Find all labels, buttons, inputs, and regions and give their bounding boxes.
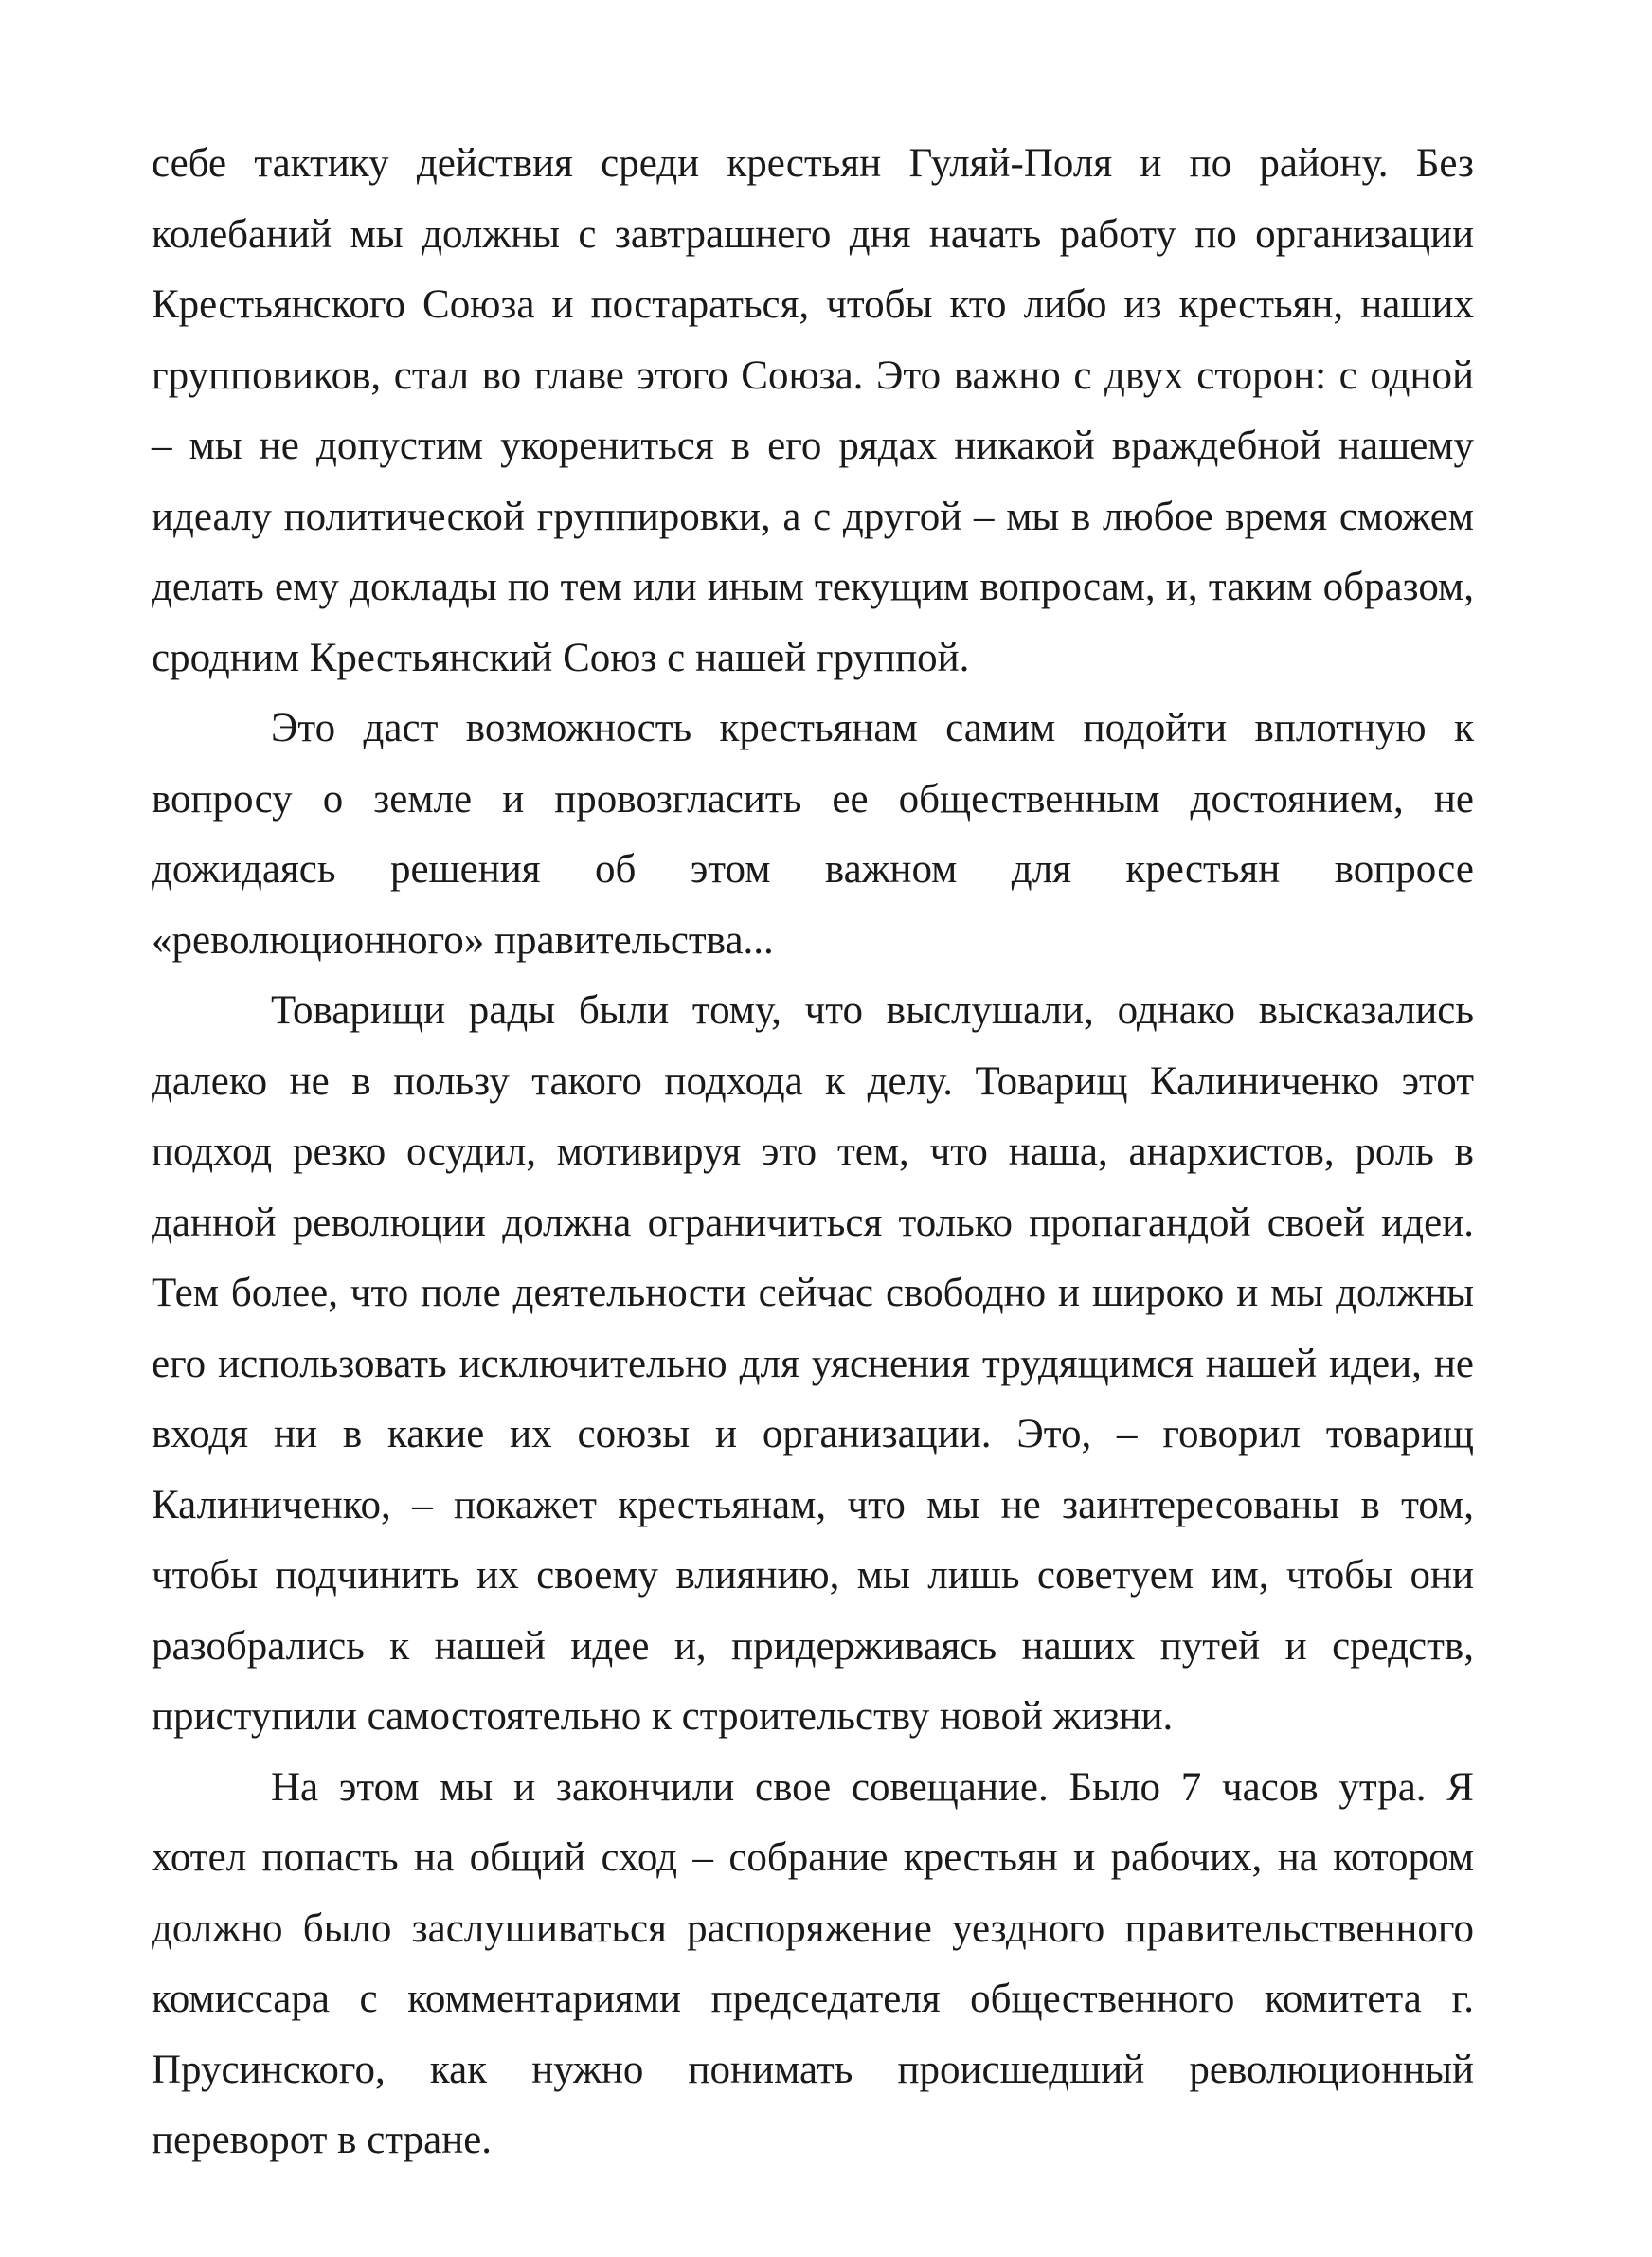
text-line: дожидаясь решения об этом важном для крестьян вопросе — [152, 847, 1474, 892]
text-line: данной революции должна ограничиться только пропагандой своей идеи. — [152, 1200, 1474, 1245]
text-line: должно было заслушиваться распоряжение уездного правительственного — [152, 1905, 1474, 1951]
text-line: делать ему доклады по тем или иным текущим вопросам, и, таким образом, — [152, 565, 1474, 609]
text-line: Калиниченко, – покажет крестьянам, что мы не заинтересованы в том, — [152, 1482, 1474, 1527]
text-line: себе тактику действия среди крестьян Гуляй-Поля и по району. Без — [152, 141, 1474, 186]
text-line: его использовать исключительно для уяснения трудящимся нашей идеи, не — [152, 1341, 1474, 1386]
text-line: вопросу о земле и провозгласить ее общественным достоянием, не — [152, 776, 1474, 822]
text-line: хотел попасть на общий сход – собрание крестьян и рабочих, на котором — [152, 1835, 1474, 1880]
text-line: переворот в стране. — [152, 2118, 493, 2162]
text-line: комиссара с комментариями председателя общественного комитета г. — [152, 1977, 1474, 2021]
text-line: входя ни в какие их союзы и организации. Это, – говорил товарищ — [152, 1412, 1474, 1456]
text-line: идеалу политической группировки, а с другой – мы в любое время сможем — [152, 494, 1474, 539]
text-line: На этом мы и закончили свое совещание. Было 7 часов утра. Я — [271, 1764, 1474, 1810]
text-line: Товарищи рады были тому, что выслушали, однако высказались — [271, 988, 1474, 1033]
text-line: Это даст возможность крестьянам самим подойти вплотную к — [271, 706, 1474, 750]
text-line: далеко не в пользу такого подхода к делу. Товарищ Калиниченко этот — [152, 1058, 1474, 1104]
text-line: подход резко осудил, мотивируя это тем, что наша, анархистов, роль в — [152, 1129, 1474, 1174]
document-body — [152, 129, 1474, 2176]
text-line: Крестьянского Союза и постараться, чтобы кто либо из крестьян, наших — [152, 282, 1474, 327]
text-line: приступили самостоятельно к строительству новой жизни. — [152, 1694, 1174, 1739]
text-line: «революционного» правительства... — [152, 917, 774, 963]
text-line: чтобы подчинить их своему влиянию, мы лишь советуем им, чтобы они — [152, 1553, 1474, 1598]
text-line: групповиков, стал во главе этого Союза. Это важно с двух сторон: с одной — [152, 352, 1474, 398]
text-line: Тем более, что поле деятельности сейчас свободно и широко и мы должны — [152, 1271, 1474, 1315]
text-line: – мы не допустим укорениться в его рядах никакой враждебной нашему — [152, 424, 1474, 468]
text-line: разобрались к нашей идее и, придерживаясь наших путей и средств, — [152, 1623, 1474, 1669]
text-line: Прусинского, как нужно понимать происшедший революционный — [152, 2047, 1474, 2092]
text-line: колебаний мы должны с завтрашнего дня начать работу по организации — [152, 211, 1474, 257]
text-line: сродним Крестьянский Союз с нашей группой. — [152, 635, 970, 680]
